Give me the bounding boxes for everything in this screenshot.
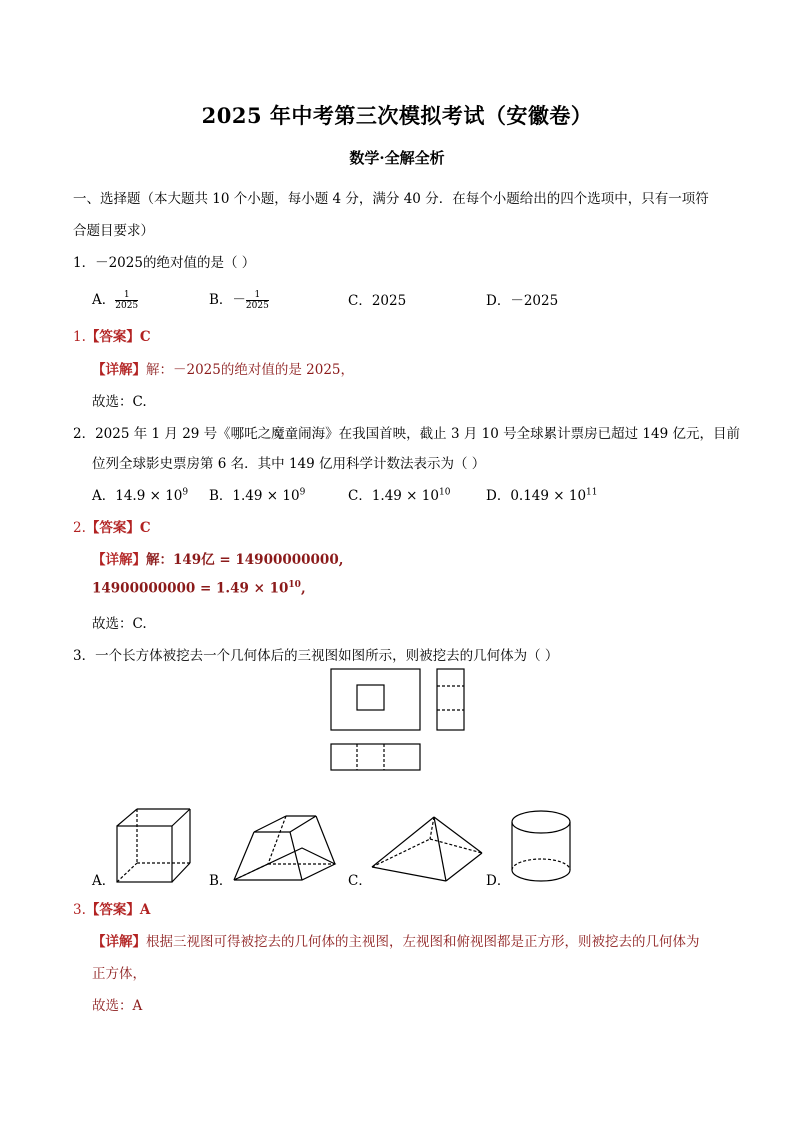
q3-option-c-label: C．	[348, 873, 372, 889]
q2-option-a-exponent: 9	[182, 487, 189, 498]
q1-option-b-label: B．－	[209, 292, 246, 308]
q3-option-d-label: D．	[486, 873, 511, 889]
q1-option-a-label: A．	[92, 292, 116, 308]
q2-choose: 故选：C.	[92, 616, 147, 632]
page-title: 2025 年中考第三次模拟考试（安徽卷）	[201, 103, 593, 128]
q2-option-b-exponent: 9	[299, 487, 306, 498]
q2-option-b	[209, 484, 305, 504]
top-view	[331, 744, 420, 770]
q1-option-b-numerator: 1	[246, 290, 269, 301]
q2-option-b-base: B．1.49 × 10	[209, 488, 300, 504]
cube-option-icon	[114, 806, 194, 886]
frustum-option-icon	[232, 812, 337, 884]
pyramid-option-icon	[370, 815, 485, 885]
q2-answer-tag: 【答案】C	[85, 520, 151, 536]
three-view-figure	[325, 664, 475, 776]
q2-option-a	[92, 484, 188, 504]
page-subtitle: 数学·全解全析	[349, 149, 445, 167]
section-instructions-line1: 一、选择题（本大题共 10 个小题，每小题 4 分，满分 40 分．在每个小题给出的四个选项中，只有一项符	[73, 191, 709, 207]
q3-answer-tag: 【答案】A	[85, 902, 151, 918]
q1-option-b-denominator: 2025	[245, 301, 269, 311]
q2-detail	[92, 548, 343, 568]
q3-stem: 3．一个长方体被挖去一个几何体后的三视图如图所示，则被挖去的几何体为（ ）	[73, 648, 559, 664]
q1-option-b	[209, 288, 269, 311]
side-view	[437, 669, 464, 730]
q2-option-d	[486, 484, 598, 504]
q2-option-c	[348, 484, 450, 504]
q3-answer-number: 3.	[73, 902, 86, 918]
q2-detail-text: 解：149亿 = 14900000000,	[146, 552, 344, 568]
q1-detail-text: 解：－2025的绝对值的是 2025，	[146, 362, 355, 378]
q2-option-d-base: D．0.149 × 10	[486, 488, 587, 504]
q1-option-d: D．－2025	[486, 293, 559, 309]
q3-choose: 故选：A	[92, 998, 143, 1014]
q1-option-b-fraction	[246, 290, 269, 311]
q2-option-c-exponent: 10	[438, 487, 451, 498]
front-view-hole	[357, 685, 384, 710]
q2-detail-line2-base: 14900000000 = 1.49 × 10	[92, 580, 289, 597]
q1-answer-number: 1.	[73, 329, 86, 345]
q2-detail-tag: 【详解】	[92, 552, 146, 568]
q1-answer-tag: 【答案】C	[85, 329, 151, 345]
q2-answer	[73, 516, 151, 536]
q3-option-a-label: A．	[92, 873, 116, 889]
q1-option-a-fraction	[115, 290, 138, 311]
cylinder-option-icon	[508, 808, 574, 886]
q1-detail-tag: 【详解】	[92, 362, 146, 378]
q1-answer	[73, 325, 151, 345]
q3-detail-tag: 【详解】	[92, 934, 146, 950]
q2-detail-line2-exponent: 10	[288, 580, 301, 590]
section-instructions-line2: 合题目要求）	[73, 223, 154, 239]
q3-detail	[92, 930, 700, 950]
front-view	[331, 669, 420, 730]
q2-option-c-base: C．1.49 × 10	[348, 488, 439, 504]
q1-choose: 故选：C.	[92, 394, 147, 410]
q2-option-d-exponent: 11	[586, 487, 598, 498]
q1-option-c: C．2025	[348, 293, 407, 309]
q2-detail-line2	[92, 580, 306, 597]
q2-answer-number: 2.	[73, 520, 86, 536]
q1-stem: 1．－2025的绝对值的是（ ）	[73, 255, 256, 271]
q2-detail-line2-end: ,	[300, 580, 306, 597]
q3-option-b-label: B．	[209, 873, 233, 889]
q1-option-a-denominator: 2025	[115, 301, 139, 311]
q3-detail-text: 根据三视图可得被挖去的几何体的主视图，左视图和俯视图都是正方形，则被挖去的几何体为	[146, 934, 700, 950]
q1-option-a-numerator: 1	[115, 290, 138, 301]
q2-option-a-base: A．14.9 × 10	[92, 488, 183, 504]
q1-option-a	[92, 288, 138, 311]
q3-answer	[73, 898, 150, 918]
q2-stem-line1: 2．2025 年 1 月 29 号《哪吒之魔童闹海》在我国首映，截止 3 月 10 号全球累计票房已超过 149 亿元，目前	[73, 426, 740, 442]
q3-detail-line2: 正方体，	[92, 966, 146, 982]
q1-detail	[92, 358, 354, 378]
q2-stem-line2: 位列全球影史票房第 6 名．其中 149 亿用科学计数法表示为（ ）	[92, 456, 486, 472]
